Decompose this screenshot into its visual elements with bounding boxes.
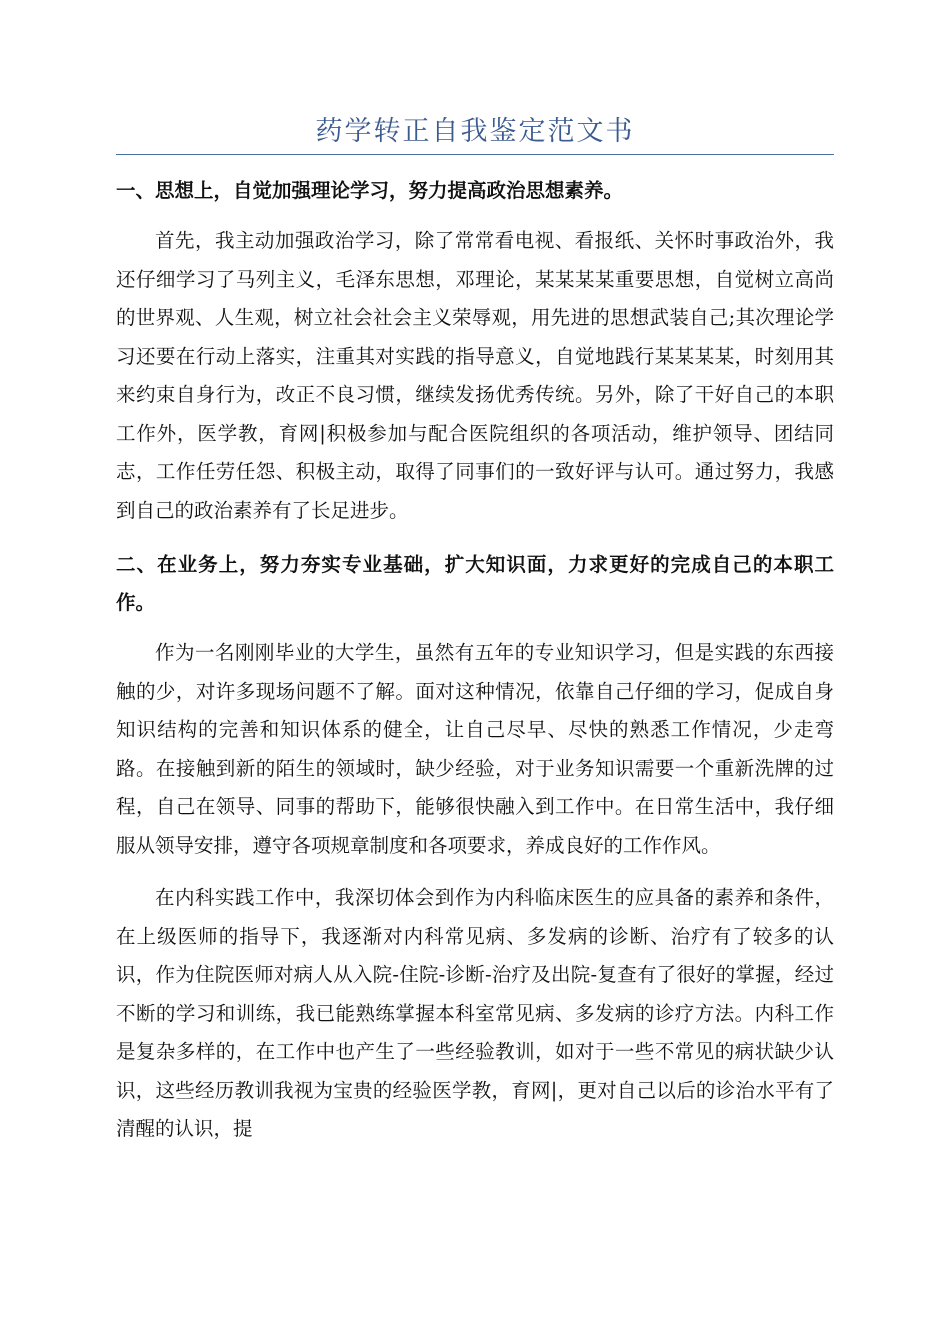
title-underline (116, 154, 834, 155)
section-1 (116, 172, 834, 530)
section-heading: 二、在业务上，努力夯实专业基础，扩大知识面，力求更好的完成自己的本职工作。 (116, 553, 834, 614)
section-paragraph: 作为一名刚刚毕业的大学生，虽然有五年的专业知识学习，但是实践的东西接触的少，对许多现场问题不了解。面对这种情况，依靠自己仔细的学习，促成自身知识结构的完善和知识体系的健全，让自己尽早、尽快的熟悉工作情况，少走弯路。在接触到新的陌生的领域时，缺少经验，对于业务知识需要一个重新洗牌的过程，自己在领导、同事的帮助下，能够很快融入到工作中。在日常生活中，我仔细服从领导安排，遵守各项规章制度和各项要求，养成良好的工作作风。 (116, 641, 834, 857)
section-2 (116, 546, 834, 1149)
document-body (116, 172, 834, 1165)
section-heading: 一、思想上，自觉加强理论学习，努力提高政治思想素养。 (116, 179, 624, 202)
section-paragraph: 在内科实践工作中，我深切体会到作为内科临床医生的应具备的素养和条件，在上级医师的指导下，我逐渐对内科常见病、多发病的诊断、治疗有了较多的认识，作为住院医师对病人从入院-住院-诊断-治疗及出院-复查有了很好的掌握，经过不断的学习和训练，我已能熟练掌握本科室常见病、多发病的诊疗方法。内科工作是复杂多样的，在工作中也产生了一些经验教训，如对于一些不常见的病状缺少认识，这些经历教训我视为宝贵的经验医学教，育网|，更对自己以后的诊治水平有了清醒的认识，提 (116, 886, 834, 1140)
document-title: 药学转正自我鉴定范文书 (315, 116, 635, 147)
section-paragraph: 首先，我主动加强政治学习，除了常常看电视、看报纸、关怀时事政治外，我还仔细学习了马列主义，毛泽东思想，邓理论，某某某某重要思想，自觉树立高尚的世界观、人生观，树立社会社会主义荣辱观，用先进的思想武装自己;其次理论学习还要在行动上落实，注重其对实践的指导意义，自觉地践行某某某某，时刻用其来约束自身行为，改正不良习惯，继续发扬优秀传统。另外，除了干好自己的本职工作外，医学教，育网|积极参加与配合医院组织的各项活动，维护领导、团结同志，工作任劳任怨、积极主动，取得了同事们的一致好评与认可。通过努力，我感到自己的政治素养有了长足进步。 (116, 229, 834, 522)
